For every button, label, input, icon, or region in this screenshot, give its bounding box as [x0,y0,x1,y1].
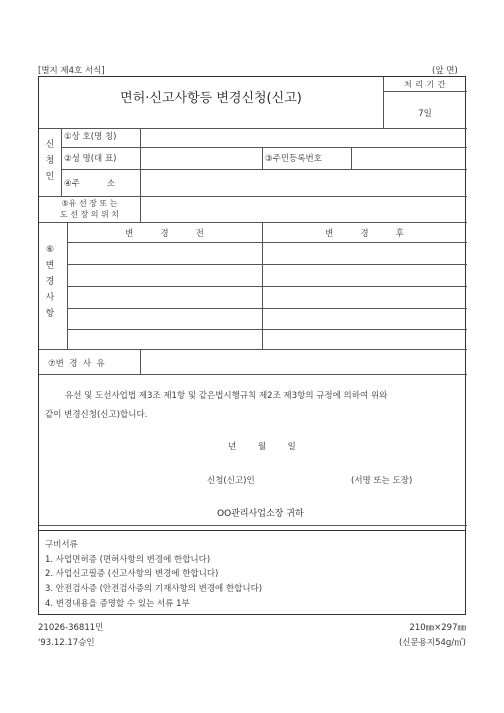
before-field[interactable] [68,287,261,307]
processing-period-label: 처 리 기 간 [403,80,447,89]
after-field[interactable] [263,265,466,285]
divider [39,374,467,375]
required-document-item: 2. 사업신고필증 (신고사항의 변경에 한합니다) [45,569,219,579]
before-field[interactable] [68,265,261,285]
representative-name-field[interactable] [141,148,261,168]
form-code: 21026-36811민 [38,623,104,633]
application-form [38,76,466,531]
divider [383,91,467,92]
location-label-line2: 도 선 장 의 위 치 [59,210,120,219]
divider [61,128,62,196]
date-line: 년 월 일 [228,442,296,452]
address-label: ④주 소 [64,179,116,189]
applicant-group-label: 신청인 [45,140,55,182]
form-number: [별지 제4호 서식] [38,66,105,76]
trade-name-field[interactable] [141,129,466,146]
processing-period-value: 7일 [418,109,432,119]
location-field[interactable] [141,197,466,221]
required-document-item: 4. 변경내용을 증명할 수 있는 서류 1부 [45,599,190,609]
paper-size: 210㎜×297㎜ [409,623,466,633]
applicant-signature-field[interactable] [264,471,354,485]
location-label-line1: ⑤유 선 장 또 는 [61,199,118,208]
address-field[interactable] [141,170,466,195]
form-title: 면허·신고사항등 변경신청(신고) [120,91,302,106]
after-field[interactable] [263,330,466,348]
divider [39,222,467,223]
divider [39,525,467,526]
required-documents-box [38,531,466,615]
recipient-line: OO관리사업소장 귀하 [217,509,304,519]
resident-number-label: ③주민등록번호 [265,154,322,164]
before-column-header: 변 경 전 [125,229,204,239]
representative-name-label: ②성 명(대 표) [64,154,117,164]
change-reason-field[interactable] [141,350,466,373]
paper-type: (신문용지54g/㎡) [398,638,466,648]
declaration-line1: 유선 및 도선사업법 제3조 제1항 및 같은법시행규칙 제2조 제3항의 규정에 의하여 위와 [65,391,388,401]
before-field[interactable] [68,309,261,328]
signature-or-seal-label: (서명 또는 도장) [351,476,413,486]
declaration-line2: 같이 변경신청(신고)합니다. [45,410,148,420]
change-reason-label: ⑦변 경 사 유 [48,359,105,369]
page-side-label: (앞 면) [432,66,458,76]
divider [262,147,263,169]
applicant-signature-label: 신청(신고)인 [207,476,255,486]
changes-group-label: ⑥변경사항 [45,245,55,319]
after-field[interactable] [263,287,466,307]
approval-date: '93.12.17승인 [38,638,95,648]
after-column-header: 변 경 후 [325,229,404,239]
required-document-item: 3. 안전검사증 (안전검사증의 기재사항의 변경에 한합니다) [45,584,263,594]
required-documents-title: 구비서류 [45,540,78,550]
after-field[interactable] [263,243,466,263]
before-field[interactable] [68,243,261,263]
trade-name-label: ①상 호(명 칭) [64,132,117,142]
before-field[interactable] [68,330,261,348]
after-field[interactable] [263,309,466,328]
resident-number-field[interactable] [352,148,466,168]
required-document-item: 1. 사업면허증 (면허사항의 변경에 한합니다) [45,555,211,565]
